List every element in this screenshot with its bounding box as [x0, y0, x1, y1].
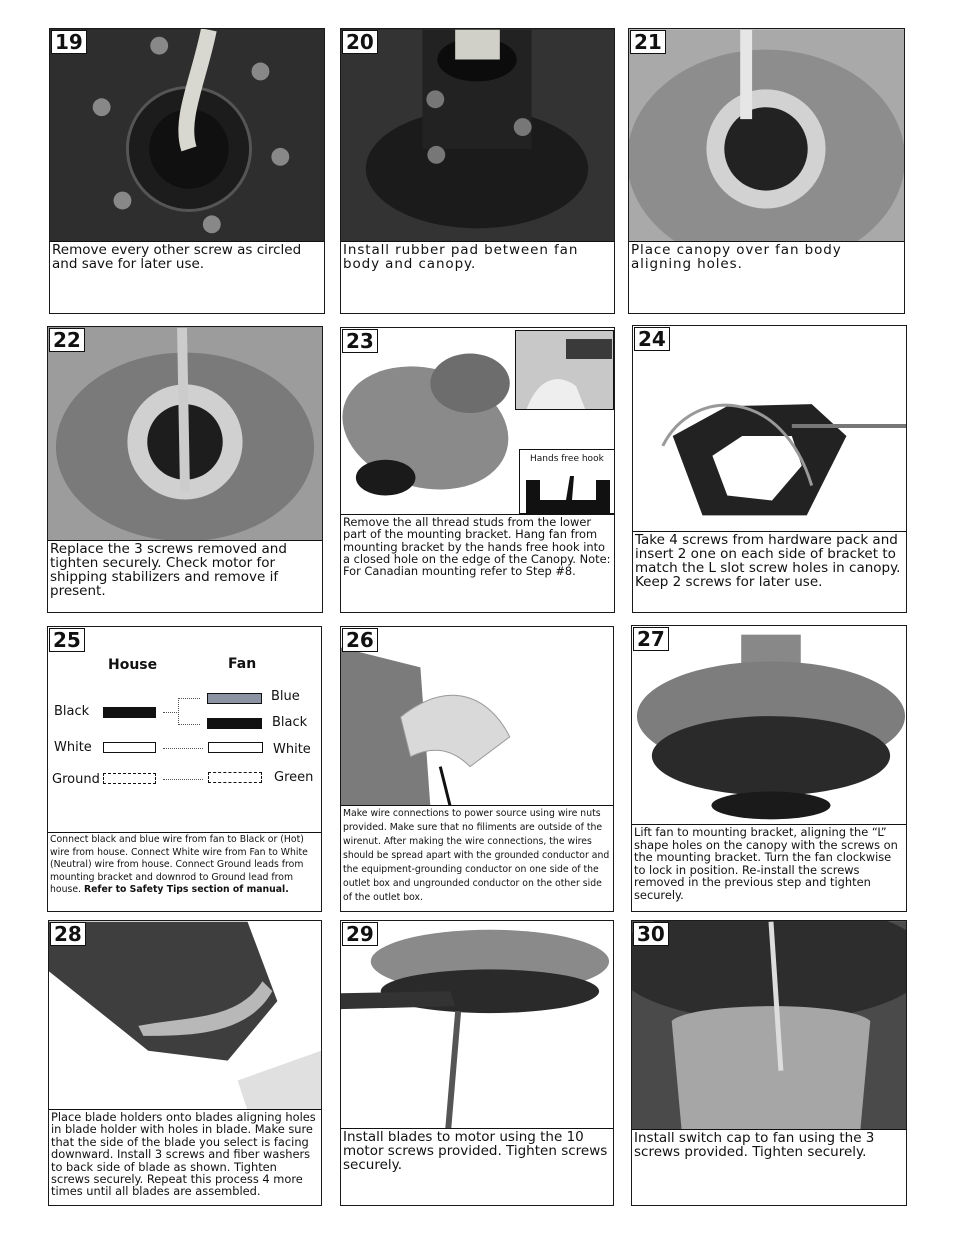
step-27-photo	[632, 626, 906, 826]
fan-green-label: Green	[274, 770, 314, 785]
wiring-diagram	[48, 627, 321, 832]
step-25-panel	[47, 626, 322, 912]
step-caption: Remove the all thread studs from the lower part of the mounting bracket. Hang fan from mounting bracket by the hands free hook into a closed hole on the edge of the Canopy. Note: For Canadian mounting refer to Step #8.	[341, 514, 614, 612]
step-number: 23	[342, 329, 378, 353]
step-29-photo	[341, 921, 613, 1130]
step-caption: Take 4 screws from hardware pack and insert 2 one on each side of bracket to match the L slot screw holes in canopy. Keep 2 screws for later use.	[633, 531, 906, 612]
step-caption	[48, 832, 321, 911]
rubber-pad-image	[341, 29, 614, 243]
bracket-screws-image	[633, 326, 906, 531]
step-24-panel	[632, 325, 907, 613]
step-30-panel	[631, 920, 907, 1206]
step-22-photo	[48, 327, 322, 542]
fan-green-wire	[208, 772, 262, 783]
fan-white-label: White	[273, 742, 311, 757]
fan-white-wire	[208, 742, 263, 753]
step-number: 22	[49, 328, 85, 352]
step-caption: Remove every other screw as circled and save for later use.	[50, 241, 324, 313]
step-number: 29	[342, 922, 378, 946]
house-ground-wire	[103, 773, 156, 784]
step-26-panel	[340, 626, 614, 912]
step-21-photo	[629, 29, 904, 243]
step-30-photo	[632, 921, 906, 1131]
step-caption: Make wire connections to power source using wire nuts provided. Make sure that no filiments are outside of the wirenut. After making the wire connections, the wires should be spread apart with the grounded conductor and the equipment-grounding conductor on one side of the outlet box and ungrounded conductor on the other side of the outlet box.	[341, 805, 613, 911]
step-19-panel	[49, 28, 325, 314]
hands-free-hook-inset	[519, 449, 615, 514]
hand-detail-image	[516, 331, 614, 410]
step-24-photo	[633, 326, 906, 531]
canopy-over-fan-image	[629, 29, 904, 243]
black-blue-bracket	[178, 698, 200, 725]
wiring-instructions: Connect black and blue wire from fan to Black or (Hot) wire from house. Connect White wire from Fan to White (Neutral) wire from house. Connect Ground leads from mounting bracket and downrod to Ground lead from house.	[50, 834, 308, 896]
step-28-panel	[48, 920, 322, 1206]
step-23-panel	[340, 327, 615, 613]
house-black-wire	[103, 707, 156, 718]
fan-black-wire	[207, 718, 262, 729]
step-number: 28	[50, 922, 86, 946]
step-caption: Place blade holders onto blades aligning holes in blade holder with holes in blade. Make sure that the side of the blade you select is facing downward. Install 3 screws and fiber washers to back side of blade as shown. Tighten screws securely. Repeat this process 4 more times until all blades are assembled.	[49, 1109, 321, 1205]
step-number: 19	[51, 30, 87, 54]
step-caption: Install blades to motor using the 10 motor screws provided. Tighten screws securely.	[341, 1128, 613, 1205]
switch-cap-image	[632, 921, 906, 1131]
white-connection	[163, 748, 203, 749]
step-number: 24	[634, 327, 670, 351]
hand-detail-inset	[515, 330, 614, 410]
house-black-label: Black	[54, 704, 90, 719]
step-28-photo	[49, 921, 321, 1111]
blade-holder-image	[49, 921, 321, 1111]
step-22-panel	[47, 326, 323, 613]
step-29-panel	[340, 920, 614, 1206]
step-20-panel	[340, 28, 615, 314]
hands-free-hook-label: Hands free hook	[530, 454, 604, 464]
step-caption: Replace the 3 screws removed and tighten securely. Check motor for shipping stabilizers and remove if present.	[48, 540, 322, 612]
safety-tips-note: Refer to Safety Tips section of manual.	[83, 884, 289, 896]
step-caption: Lift fan to mounting bracket, aligning the “L” shape holes on the canopy with the screws on the mounting bracket. Turn the fan clockwise to lock in position. Re-install the screws removed in the previous step and tighten securely.	[632, 824, 906, 911]
step-20-photo	[341, 29, 614, 243]
fan-body-screws-image	[50, 29, 324, 243]
install-blades-image	[341, 921, 613, 1130]
step-number: 30	[633, 922, 669, 946]
step-21-panel	[628, 28, 905, 314]
house-white-label: White	[54, 740, 92, 755]
step-number: 21	[630, 30, 666, 54]
step-caption: Place canopy over fan body aligning holes.	[629, 241, 904, 313]
house-white-wire	[103, 742, 156, 753]
step-19-photo	[50, 29, 324, 243]
house-header: House	[108, 657, 158, 673]
fan-header: Fan	[228, 656, 257, 672]
fan-lift-image	[632, 626, 906, 826]
screws-tighten-image	[48, 327, 322, 542]
fan-black-label: Black	[272, 715, 308, 730]
house-ground-label: Ground	[52, 772, 100, 787]
fan-blue-label: Blue	[271, 689, 300, 704]
wire-connection-image	[341, 627, 613, 807]
step-number: 27	[633, 627, 669, 651]
ground-connection	[163, 779, 203, 780]
step-number: 20	[342, 30, 378, 54]
step-number: 25	[49, 628, 85, 652]
step-27-panel	[631, 625, 907, 912]
black-blue-connection	[163, 712, 177, 713]
step-caption: Install switch cap to fan using the 3 screws provided. Tighten securely.	[632, 1129, 906, 1205]
step-caption: Install rubber pad between fan body and canopy.	[341, 241, 614, 313]
step-26-photo	[341, 627, 613, 807]
step-number: 26	[342, 628, 378, 652]
fan-blue-wire	[207, 693, 262, 704]
